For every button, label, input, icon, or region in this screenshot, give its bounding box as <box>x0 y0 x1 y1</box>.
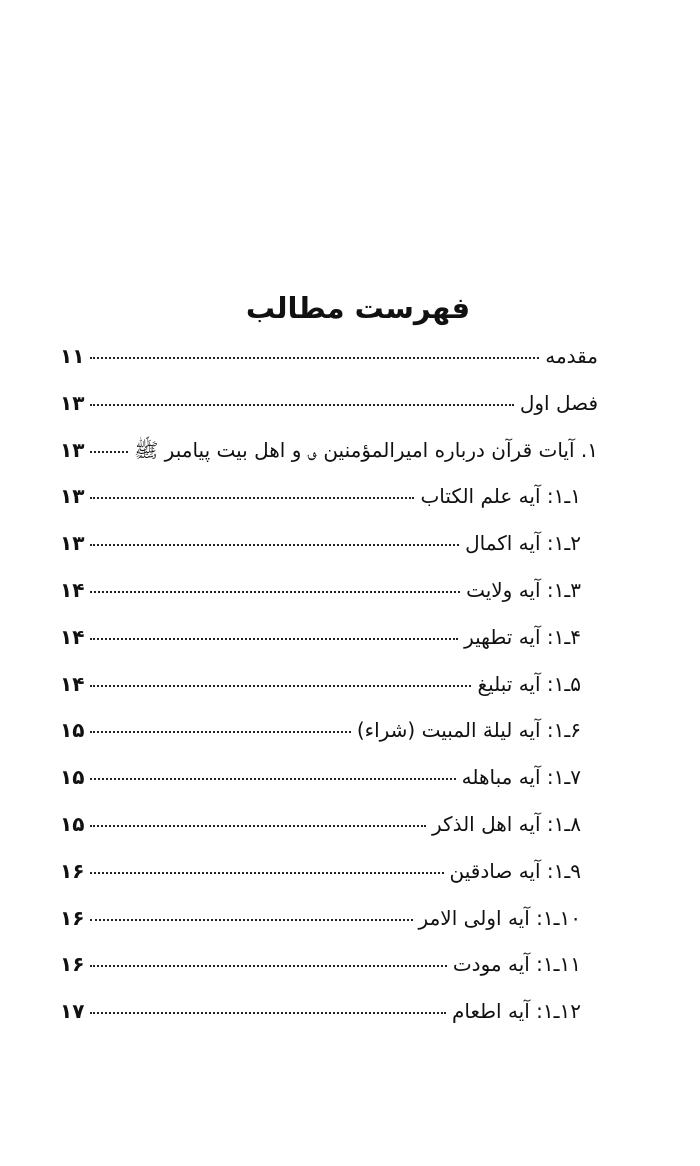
toc-entry-label: ۱۱ـ۱: آیه مودت <box>452 952 581 977</box>
toc-entry-page-number: ۱۳ <box>60 531 85 556</box>
toc-entry-page-number: ۱۳ <box>60 390 85 415</box>
toc-entry-page-number: ۱۴ <box>60 577 85 602</box>
toc-entry-label: ۲ـ۱: آیه اکمال <box>465 531 581 556</box>
toc-entry-subsection[interactable] <box>60 618 598 665</box>
toc-entry-subsection[interactable] <box>60 852 598 899</box>
toc-entry-label: ۳ـ۱: آیه ولایت <box>466 577 581 602</box>
dot-leader <box>90 1012 446 1014</box>
toc-entry-page-number: ۱۶ <box>60 858 85 883</box>
toc-entry-page-number: ۱۱ <box>60 344 85 368</box>
page-title: فهرست مطالب <box>245 291 471 325</box>
toc-entry-page-number: ۱۷ <box>60 999 85 1024</box>
toc-entry-subsection[interactable] <box>60 665 598 712</box>
dot-leader <box>90 731 350 733</box>
toc-entry-page-number: ۱۵ <box>60 765 85 790</box>
dot-leader <box>90 591 460 593</box>
toc-entry-label: ۱۲ـ۱: آیه اطعام <box>452 999 581 1024</box>
toc-entry-chapter-1[interactable] <box>60 384 598 431</box>
toc-entry-subsection[interactable] <box>60 992 598 1039</box>
dot-leader <box>90 544 459 546</box>
dot-leader <box>90 919 412 921</box>
toc-entry-page-number: ۱۵ <box>60 811 85 836</box>
dot-leader <box>90 357 539 359</box>
toc-entry-subsection[interactable] <box>60 899 598 946</box>
toc-entry-page-number: ۱۳ <box>60 484 85 509</box>
toc-entry-label: ۵ـ۱: آیه تبلیغ <box>477 671 581 696</box>
toc-entry-subsection[interactable] <box>60 571 598 618</box>
toc-entry-label: ۷ـ۱: آیه مباهله <box>461 765 581 790</box>
toc-entry-label: ۱۰ـ۱: آیه اولی الامر <box>418 905 581 930</box>
dot-leader <box>90 638 458 640</box>
dot-leader <box>90 404 513 406</box>
toc-entry-subsection[interactable] <box>60 805 598 852</box>
toc-entry-label: ۸ـ۱: آیه اهل الذکر <box>432 811 581 836</box>
toc-entry-section-1[interactable] <box>60 431 598 478</box>
toc-entry-subsection[interactable] <box>60 477 598 524</box>
dot-leader <box>90 497 414 499</box>
toc-entry-label: مقدمه <box>545 344 598 368</box>
toc-entry-page-number: ۱۴ <box>60 624 85 649</box>
toc-entry-subsection[interactable] <box>60 945 598 992</box>
toc-entry-subsection[interactable] <box>60 711 598 758</box>
toc-entry-label: ۴ـ۱: آیه تطهیر <box>464 624 581 649</box>
dot-leader <box>90 825 426 827</box>
toc-entry-page-number: ۱۶ <box>60 952 85 977</box>
dot-leader <box>90 451 128 453</box>
toc-entry-label: فصل اول <box>519 390 598 415</box>
dot-leader <box>90 685 471 687</box>
toc-entry-subsection[interactable] <box>60 758 598 805</box>
toc-entry-page-number: ۱۴ <box>60 671 85 696</box>
toc-entry-label: ۱. آیات قرآن درباره امیرالمؤمنین ؈ و اهل بیت پیامبر ﷺ <box>134 437 598 462</box>
toc-entry-subsection[interactable] <box>60 524 598 571</box>
toc-entry-page-number: ۱۵ <box>60 718 85 743</box>
dot-leader <box>90 778 455 780</box>
toc-entry-page-number: ۱۶ <box>60 905 85 930</box>
toc-entry-label: ۹ـ۱: آیه صادقین <box>449 858 581 883</box>
dot-leader <box>90 872 443 874</box>
toc-entry-label: ۶ـ۱: آیه لیلة المبیت (شراء) <box>356 718 581 743</box>
toc-entry-introduction[interactable] <box>60 337 598 384</box>
dot-leader <box>90 965 446 967</box>
toc-list <box>60 337 598 1039</box>
toc-entry-page-number: ۱۳ <box>60 437 85 462</box>
toc-entry-label: ۱ـ۱: آیه علم الکتاب <box>420 484 581 509</box>
